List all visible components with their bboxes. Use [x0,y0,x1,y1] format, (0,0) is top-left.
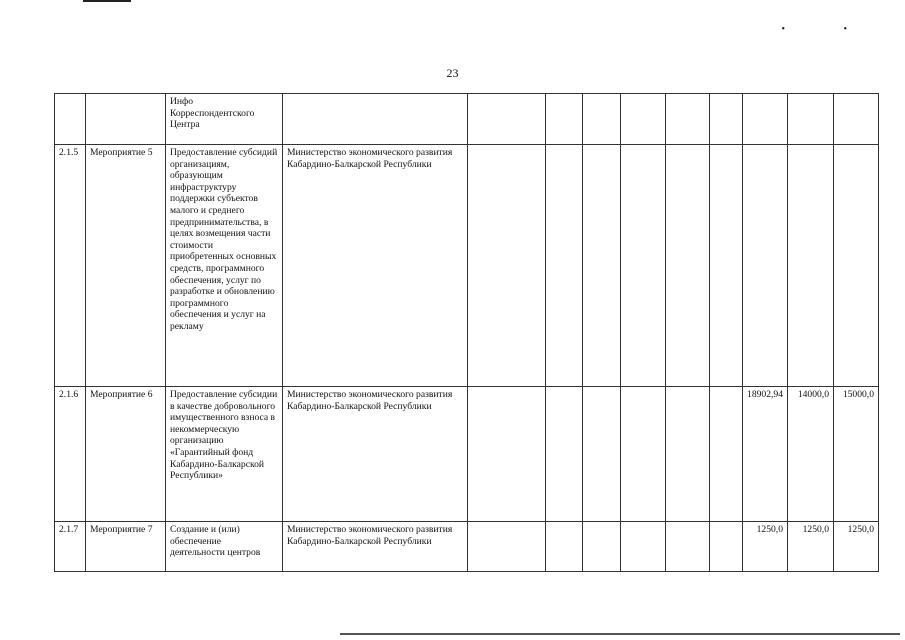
program-table [54,93,879,572]
row-code: 2.1.6 [55,387,86,522]
empty-cell [583,145,621,387]
row-code: 2.1.7 [55,522,86,572]
value-cell [788,145,834,387]
value-cell [788,94,834,145]
value-cell: 1250,0 [743,522,788,572]
table-row [55,145,879,387]
value-cell [834,94,879,145]
row-description: Предоставление субсидии в качестве добровольного имущественного взноса в некоммерческую организацию «Гарантийный фонд Кабардино-Балкарской Республики» [166,387,283,522]
empty-cell [621,522,666,572]
empty-cell [468,387,546,522]
empty-cell [546,94,583,145]
table-row [55,387,879,522]
empty-cell [710,387,743,522]
corner-marks: • • [781,24,875,35]
empty-cell [710,94,743,145]
row-description: Предоставление субсидий организациям, образующим инфраструктуру поддержки субъектов малого и среднего предпринимательства, в целях возмещения части стоимости приобретенных основных средств, программного обеспечения, услуг по разработке и обновлению программного обеспечения и услуг на рекламу [166,145,283,387]
empty-cell [666,94,710,145]
row-code: 2.1.5 [55,145,86,387]
empty-cell [468,522,546,572]
empty-cell [710,145,743,387]
row-name [86,94,166,145]
table-row [55,94,879,145]
row-name: Мероприятие 7 [86,522,166,572]
table-row [55,522,879,572]
value-cell: 18902,94 [743,387,788,522]
empty-cell [710,522,743,572]
row-description: Создание и (или) обеспечение деятельности центров [166,522,283,572]
empty-cell [546,522,583,572]
empty-cell [468,145,546,387]
value-cell [834,145,879,387]
empty-cell [468,94,546,145]
page-number: 23 [446,66,459,80]
row-description: Инфо Корреспондентского Центра [166,94,283,145]
value-cell [743,94,788,145]
empty-cell [583,94,621,145]
row-code [55,94,86,145]
empty-cell [621,145,666,387]
empty-cell [621,387,666,522]
row-executor: Министерство экономического развития Кабардино-Балкарской Республики [283,145,468,387]
empty-cell [583,387,621,522]
empty-cell [546,145,583,387]
value-cell: 1250,0 [834,522,879,572]
empty-cell [583,522,621,572]
empty-cell [621,94,666,145]
top-edge-mark [83,0,131,2]
scan-bottom-line [340,633,900,635]
value-cell [743,145,788,387]
row-executor: Министерство экономического развития Кабардино-Балкарской Республики [283,522,468,572]
value-cell: 1250,0 [788,522,834,572]
row-name: Мероприятие 5 [86,145,166,387]
row-name: Мероприятие 6 [86,387,166,522]
empty-cell [666,522,710,572]
empty-cell [666,387,710,522]
empty-cell [546,387,583,522]
value-cell: 14000,0 [788,387,834,522]
empty-cell [666,145,710,387]
value-cell: 15000,0 [834,387,879,522]
row-executor: Министерство экономического развития Кабардино-Балкарской Республики [283,387,468,522]
row-executor [283,94,468,145]
